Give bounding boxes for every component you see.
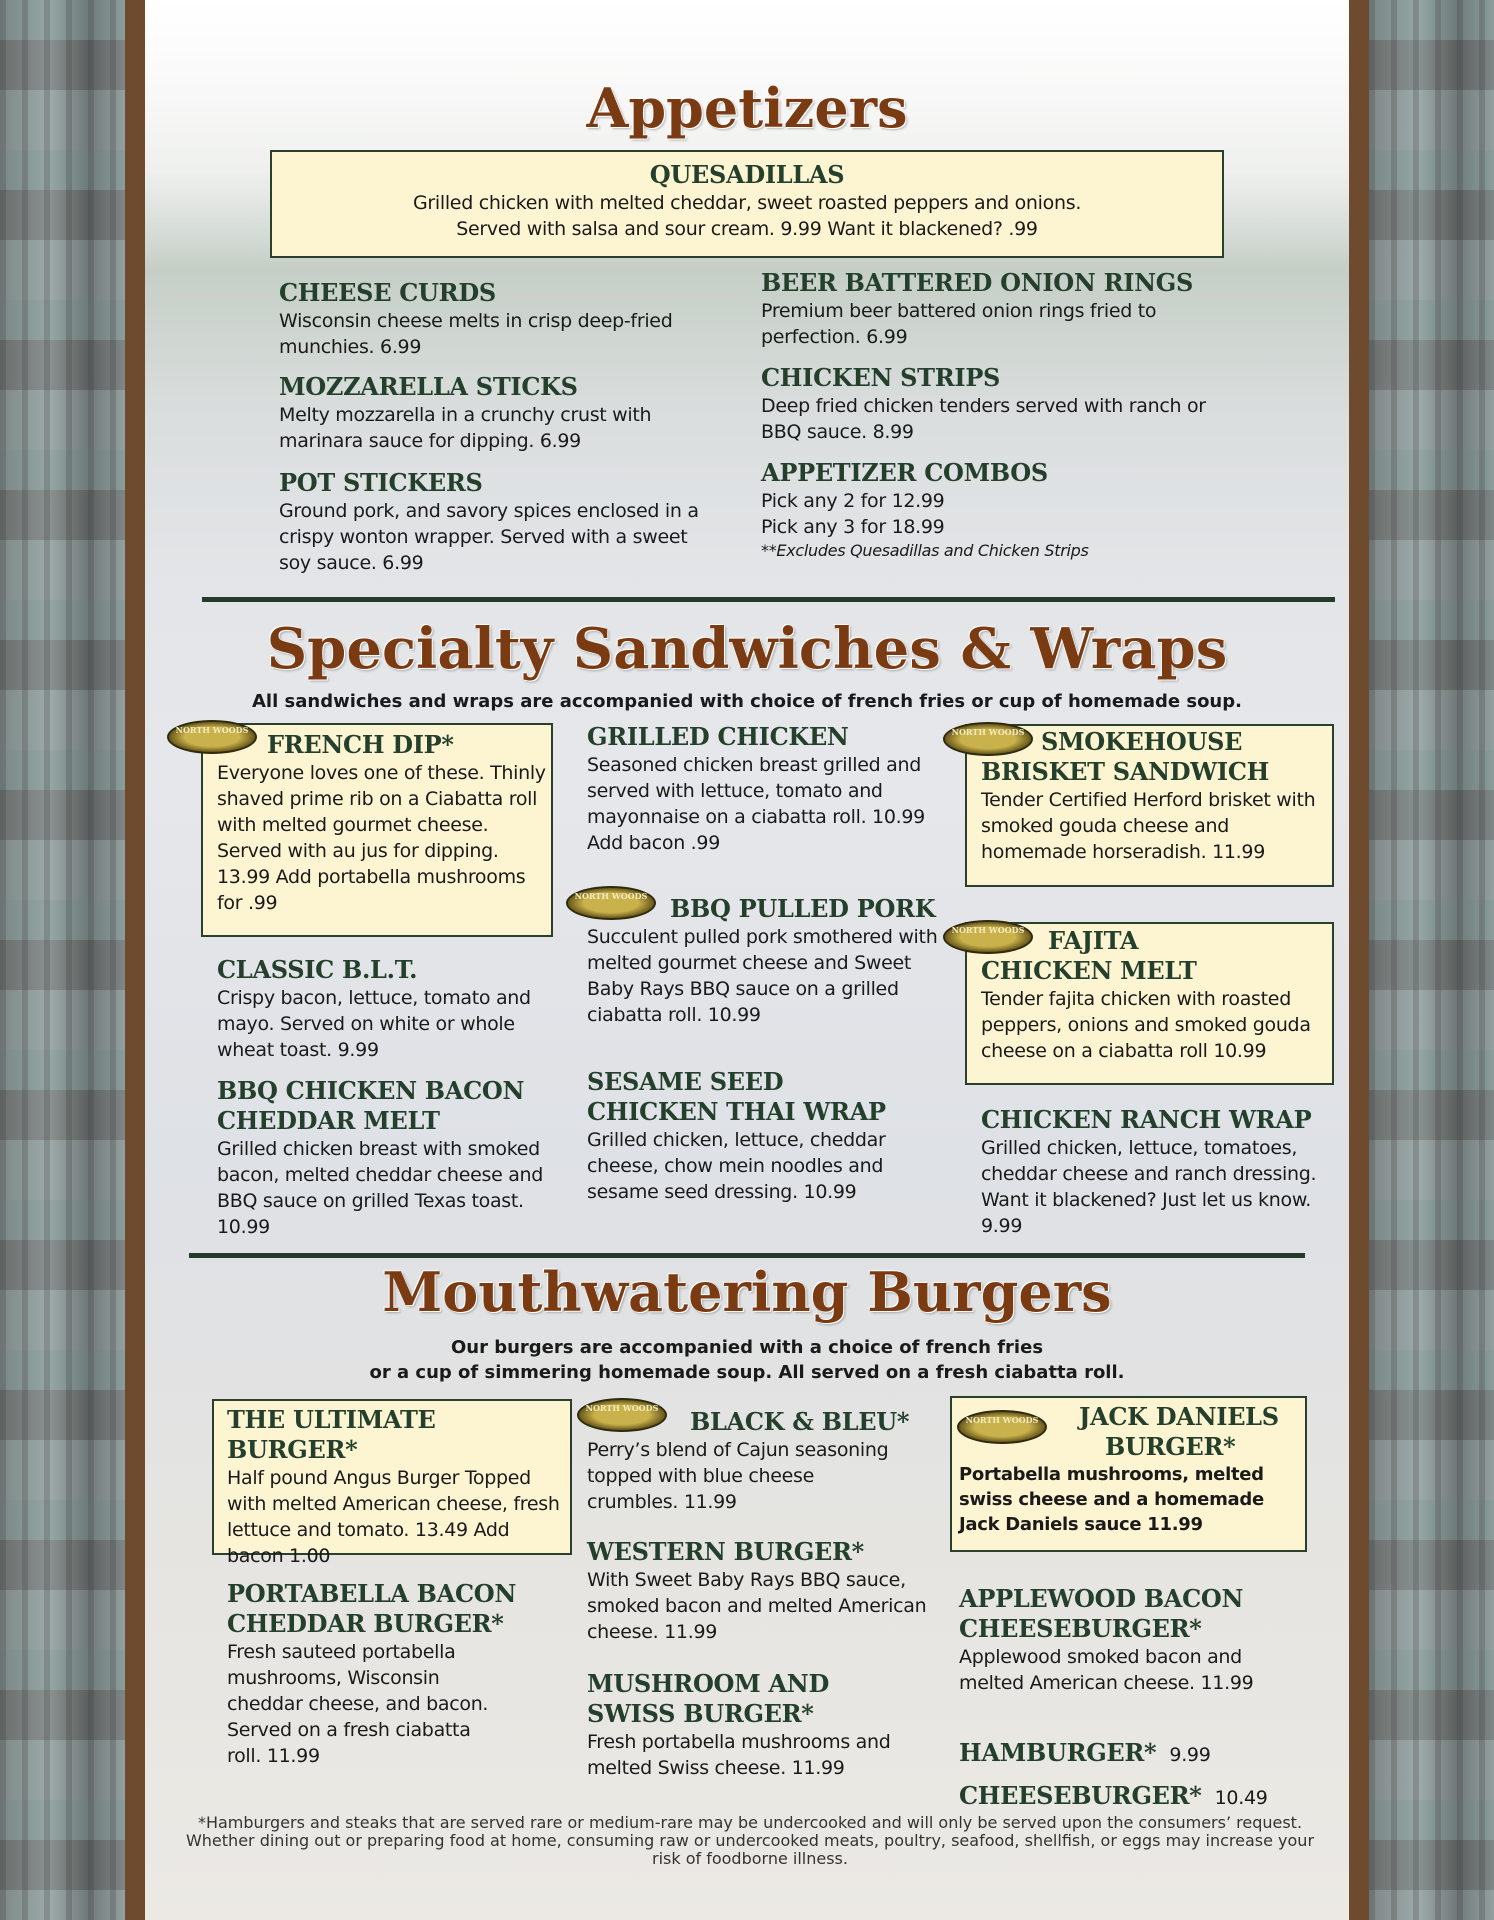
menu-item-ultimate-burger: [227, 1405, 567, 1569]
item-desc: Perry’s blend of Cajun seasoning topped with blue cheese crumbles. 11.99: [587, 1439, 889, 1513]
item-desc: Ground pork, and savory spices enclosed in a crispy wonton wrapper. Served with a sweet soy sauce. 6.99: [279, 500, 699, 574]
item-desc: With Sweet Baby Rays BBQ sauce, smoked bacon and melted American cheese. 11.99: [587, 1569, 927, 1643]
menu-item-cheese-curds: [279, 278, 679, 360]
menu-item-smokehouse-brisket: [981, 727, 1326, 865]
item-name: APPETIZER COMBOS: [761, 458, 1048, 487]
badge-text: NORTH WOODS: [965, 1415, 1039, 1425]
item-desc: Deep fried chicken tenders served with ranch or BBQ sauce. 8.99: [761, 395, 1206, 443]
menu-item-jack-daniels-burger: [959, 1402, 1299, 1537]
menu-item-sesame-thai-wrap: [587, 1067, 957, 1205]
quesadillas-box: [270, 150, 1224, 258]
menu-item-portabella-bacon-cheddar-burger: [227, 1579, 547, 1769]
item-name: BBQ PULLED PORK: [670, 894, 936, 923]
item-name-line2: CHICKEN MELT: [981, 956, 1197, 985]
consumer-advisory-footnote: *Hamburgers and steaks that are served rare or medium-rare may be undercooked and will only be served upon the consumers’ request. Whether dining out or preparing food at home, consuming raw or undercooked meats, poultry, seafood, shellfish, or eggs may increase your risk of foodborne illness.: [185, 1813, 1315, 1868]
badge-text: NORTH WOODS: [951, 727, 1025, 737]
menu-item-onion-rings: [761, 268, 1231, 350]
badge-text: NORTH WOODS: [175, 725, 249, 735]
burgers-subtitle-line1: Our burgers are accompanied with a choice of french fries: [450, 1337, 1044, 1358]
frame-right: [1349, 0, 1369, 1920]
menu-item-bbq-chicken-bacon-cheddar-melt: [217, 1076, 557, 1240]
item-name-line2: BURGER*: [1105, 1432, 1236, 1461]
item-desc: Applewood smoked bacon and melted American cheese. 11.99: [959, 1646, 1254, 1694]
menu-item-classic-blt: [217, 955, 547, 1063]
menu-item-hamburger: [959, 1738, 1299, 1768]
item-desc: Seasoned chicken breast grilled and served with lettuce, tomato and mayonnaise on a ciabatta roll. 10.99 Add bacon .99: [587, 754, 925, 854]
sandwiches-title: Specialty Sandwiches & Wraps: [266, 616, 1228, 682]
appetizers-title: Appetizers: [586, 76, 908, 140]
item-desc-line1: Pick any 2 for 12.99: [761, 490, 945, 512]
item-name: GRILLED CHICKEN: [587, 722, 849, 751]
divider-sandwiches: [189, 1253, 1305, 1258]
menu-item-fajita-chicken-melt: [981, 926, 1326, 1064]
item-name: CHICKEN STRIPS: [761, 363, 1001, 392]
item-name-line2: BRISKET SANDWICH: [981, 757, 1270, 786]
item-desc: Succulent pulled pork smothered with melted gourmet cheese and Sweet Baby Rays BBQ sauce on a grilled ciabatta roll. 10.99: [587, 926, 938, 1026]
item-name: SESAME SEED CHICKEN THAI WRAP: [587, 1067, 886, 1126]
item-desc: Wisconsin cheese melts in crisp deep-fried munchies. 6.99: [279, 310, 673, 358]
item-name: APPLEWOOD BACON CHEESEBURGER*: [959, 1584, 1244, 1643]
menu-item-grilled-chicken: [587, 722, 957, 856]
item-name: MUSHROOM AND SWISS BURGER*: [587, 1669, 829, 1728]
item-desc: Premium beer battered onion rings fried to perfection. 6.99: [761, 300, 1157, 348]
item-desc: Grilled chicken breast with smoked bacon, melted cheddar cheese and BBQ sauce on grilled Texas toast. 10.99: [217, 1138, 544, 1238]
menu-item-black-and-bleu: [587, 1407, 927, 1515]
item-desc: Fresh sauteed portabella mushrooms, Wisconsin cheddar cheese, and bacon. Served on a fresh ciabatta roll. 11.99: [227, 1641, 489, 1767]
menu-item-chicken-strips: [761, 363, 1241, 445]
menu-item-pot-stickers: [279, 468, 699, 576]
item-name: MOZZARELLA STICKS: [279, 372, 578, 401]
item-desc: Everyone loves one of these. Thinly shaved prime rib on a Ciabatta roll with melted gourmet cheese. Served with au jus for dipping. 13.99 Add portabella mushrooms for .99: [217, 762, 546, 914]
item-name: WESTERN BURGER*: [587, 1537, 864, 1566]
item-desc: Grilled chicken, lettuce, tomatoes, cheddar cheese and ranch dressing. Want it blackened? Just let us know. 9.99: [981, 1137, 1317, 1237]
item-name-line1: SMOKEHOUSE: [1041, 727, 1243, 756]
quesadillas-desc-line1: Grilled chicken with melted cheddar, sweet roasted peppers and onions.: [412, 192, 1082, 214]
item-name: PORTABELLA BACON CHEDDAR BURGER*: [227, 1579, 517, 1638]
menu-item-bbq-pulled-pork: [587, 894, 957, 1028]
item-desc: Half pound Angus Burger Topped with melted American cheese, fresh lettuce and tomato. 13.49 Add bacon 1.00: [227, 1467, 560, 1567]
menu-item-mushroom-swiss-burger: [587, 1669, 937, 1781]
frame-left: [125, 0, 145, 1920]
item-desc: Melty mozzarella in a crunchy crust with marinara sauce for dipping. 6.99: [279, 404, 652, 452]
item-desc: Portabella mushrooms, melted swiss cheese and a homemade Jack Daniels sauce 11.99: [959, 1464, 1264, 1535]
item-name: CHEESEBURGER*: [959, 1781, 1202, 1810]
bark-border-left: [0, 0, 125, 1920]
item-price: 9.99: [1169, 1744, 1211, 1766]
bark-border-right: [1369, 0, 1494, 1920]
item-name-line1: FAJITA: [1048, 926, 1139, 955]
item-desc: Crispy bacon, lettuce, tomato and mayo. Served on white or whole wheat toast. 9.99: [217, 987, 531, 1061]
item-name: FRENCH DIP*: [267, 730, 454, 759]
menu-item-appetizer-combos: [761, 458, 1241, 562]
item-desc: Grilled chicken, lettuce, cheddar cheese, chow mein noodles and sesame seed dressing. 10.99: [587, 1129, 886, 1203]
item-name: BEER BATTERED ONION RINGS: [761, 268, 1194, 297]
badge-text: NORTH WOODS: [585, 1403, 659, 1413]
burgers-title: Mouthwatering Burgers: [382, 1260, 1112, 1324]
item-desc: Tender fajita chicken with roasted peppers, onions and smoked gouda cheese on a ciabatta roll 10.99: [981, 988, 1311, 1062]
menu-item-western-burger: [587, 1537, 937, 1645]
item-name: CLASSIC B.L.T.: [217, 955, 418, 984]
divider-appetizers: [202, 597, 1335, 602]
item-name: HAMBURGER*: [959, 1738, 1157, 1767]
quesadillas-name: QUESADILLAS: [649, 160, 845, 189]
menu-item-cheeseburger: [959, 1781, 1299, 1811]
item-name: THE ULTIMATE BURGER*: [227, 1405, 436, 1464]
item-desc-line2: Pick any 3 for 18.99: [761, 516, 945, 538]
sandwiches-subtitle: All sandwiches and wraps are accompanied with choice of french fries or cup of homemade soup.: [252, 691, 1242, 712]
item-name: BLACK & BLEU*: [690, 1407, 910, 1436]
badge-text: NORTH WOODS: [951, 925, 1025, 935]
item-name: BBQ CHICKEN BACON CHEDDAR MELT: [217, 1076, 525, 1135]
item-desc: Tender Certified Herford brisket with smoked gouda cheese and homemade horseradish. 11.99: [981, 789, 1316, 863]
menu-item-mozzarella-sticks: [279, 372, 679, 454]
item-price: 10.49: [1214, 1787, 1268, 1809]
badge-text: NORTH WOODS: [574, 891, 648, 901]
burgers-subtitle-line2: or a cup of simmering homemade soup. All served on a fresh ciabatta roll.: [369, 1362, 1125, 1383]
item-desc: Fresh portabella mushrooms and melted Swiss cheese. 11.99: [587, 1731, 891, 1779]
item-name: CHEESE CURDS: [279, 278, 496, 307]
quesadillas-desc-line2: Served with salsa and sour cream. 9.99 Want it blackened? .99: [456, 218, 1038, 240]
menu-item-applewood-bacon-cheeseburger: [959, 1584, 1299, 1696]
item-note: **Excludes Quesadillas and Chicken Strips: [761, 541, 1089, 560]
item-name: POT STICKERS: [279, 468, 483, 497]
item-name-line1: JACK DANIELS: [1079, 1402, 1279, 1431]
menu-item-french-dip: [217, 730, 547, 916]
menu-item-chicken-ranch-wrap: [981, 1105, 1336, 1239]
item-name: CHICKEN RANCH WRAP: [981, 1105, 1312, 1134]
